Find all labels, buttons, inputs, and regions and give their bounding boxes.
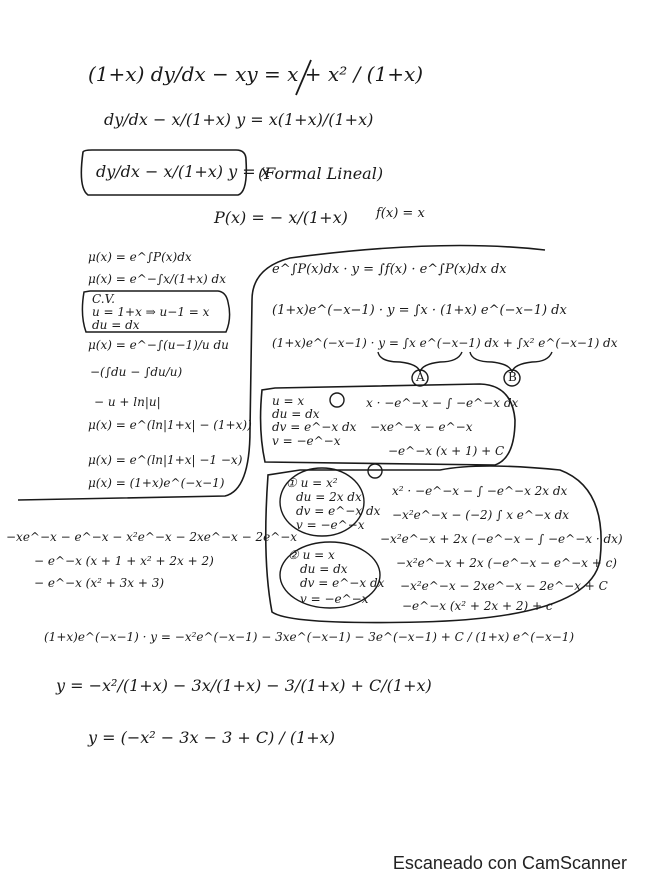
b-v2: v = −e^−x: [300, 592, 369, 606]
mu-line-6: μ(x) = e^(ln|1+x| − (1+x)): [88, 418, 252, 432]
brace-b: [470, 352, 552, 372]
formal-lineal-label: (Formal Lineal): [258, 164, 384, 183]
sum-line-3: − e^−x (x² + 3x + 3): [34, 576, 165, 590]
a-du: du = dx: [272, 407, 320, 421]
mu-line-4: −(∫du − ∫du/u): [90, 365, 183, 379]
a-v: v = −e^−x: [272, 434, 341, 448]
f-of-x: f(x) = x: [376, 206, 425, 221]
a-step-3: −e^−x (x + 1) + C: [388, 444, 505, 458]
final-line-2: y = −x²/(1+x) − 3x/(1+x) − 3/(1+x) + C/(1+x): [56, 676, 432, 695]
tag-b: B: [508, 370, 517, 384]
b-du2: du = dx: [300, 562, 348, 576]
b-step-4: −x²e^−x + 2x (−e^−x − e^−x + c): [396, 556, 617, 570]
b-step-5: −x²e^−x − 2xe^−x − 2e^−x + C: [400, 579, 608, 593]
b-step-2: −x²e^−x − (−2) ∫ x e^−x dx: [392, 508, 570, 522]
b-v1: v = −e^−x: [296, 518, 365, 532]
b-u1: ① u = x²: [286, 476, 338, 490]
a-step-2: −xe^−x − e^−x: [370, 420, 473, 434]
tag-b-inner-circle: [368, 464, 382, 478]
final-line-1: (1+x)e^(−x−1) · y = −x²e^(−x−1) − 3xe^(−x−1) − 3e^(−x−1) + C / (1+x) e^(−x−1): [44, 630, 575, 644]
mu-line-8: μ(x) = (1+x)e^(−x−1): [88, 476, 225, 490]
right-line-2: (1+x)e^(−x−1) · y = ∫x · (1+x) e^(−x−1) dx: [272, 303, 567, 318]
mu-line-1: μ(x) = e^∫P(x)dx: [88, 250, 192, 264]
equation-line-1: (1+x) dy/dx − xy = x + x² / (1+x): [88, 62, 424, 86]
cv-substitution: u = 1+x ⇒ u−1 = x: [92, 305, 210, 319]
equation-line-3: dy/dx − x/(1+x) y = x: [96, 162, 270, 181]
cv-differential: du = dx: [92, 318, 140, 332]
sum-line-2: − e^−x (x + 1 + x² + 2x + 2): [34, 554, 214, 568]
camscanner-watermark: Escaneado con CamScanner: [392, 853, 627, 873]
b-u2: ② u = x: [288, 548, 335, 562]
b-step-6: −e^−x (x² + 2x + 2) + c: [402, 599, 553, 613]
equation-line-2: dy/dx − x/(1+x) y = x(1+x)/(1+x): [104, 110, 374, 129]
a-step-1: x · −e^−x − ∫ −e^−x dx: [366, 396, 519, 410]
sum-line-1: −xe^−x − e^−x − x²e^−x − 2xe^−x − 2e^−x: [6, 530, 298, 544]
a-u: u = x: [272, 394, 305, 408]
mu-line-3: μ(x) = e^−∫(u−1)/u du: [88, 338, 229, 352]
mu-line-2: μ(x) = e^−∫x/(1+x) dx: [88, 272, 226, 286]
right-line-1: e^∫P(x)dx · y = ∫f(x) · e^∫P(x)dx dx: [272, 262, 507, 277]
right-line-3: (1+x)e^(−x−1) · y = ∫x e^(−x−1) dx + ∫x² e^(−x−1) dx: [272, 336, 618, 350]
final-line-3: y = (−x² − 3x − 3 + C) / (1+x): [88, 728, 335, 747]
cv-label: C.V.: [92, 292, 115, 306]
b-du1: du = 2x dx: [296, 490, 362, 504]
a-dv: dv = e^−x dx: [272, 420, 357, 434]
b-dv1: dv = e^−x dx: [296, 504, 381, 518]
p-of-x: P(x) = − x/(1+x): [214, 208, 348, 227]
mu-line-5: − u + ln|u|: [94, 395, 161, 409]
mu-line-7: μ(x) = e^(ln|1+x| −1 −x): [88, 453, 243, 467]
b-step-1: x² · −e^−x − ∫ −e^−x 2x dx: [392, 484, 568, 498]
b-dv2: dv = e^−x dx: [300, 576, 385, 590]
tag-a-inner-circle: [330, 393, 344, 407]
b-step-3: −x²e^−x + 2x (−e^−x − ∫ −e^−x · dx): [380, 532, 623, 546]
tag-a: A: [416, 370, 425, 384]
brace-a: [378, 352, 462, 372]
